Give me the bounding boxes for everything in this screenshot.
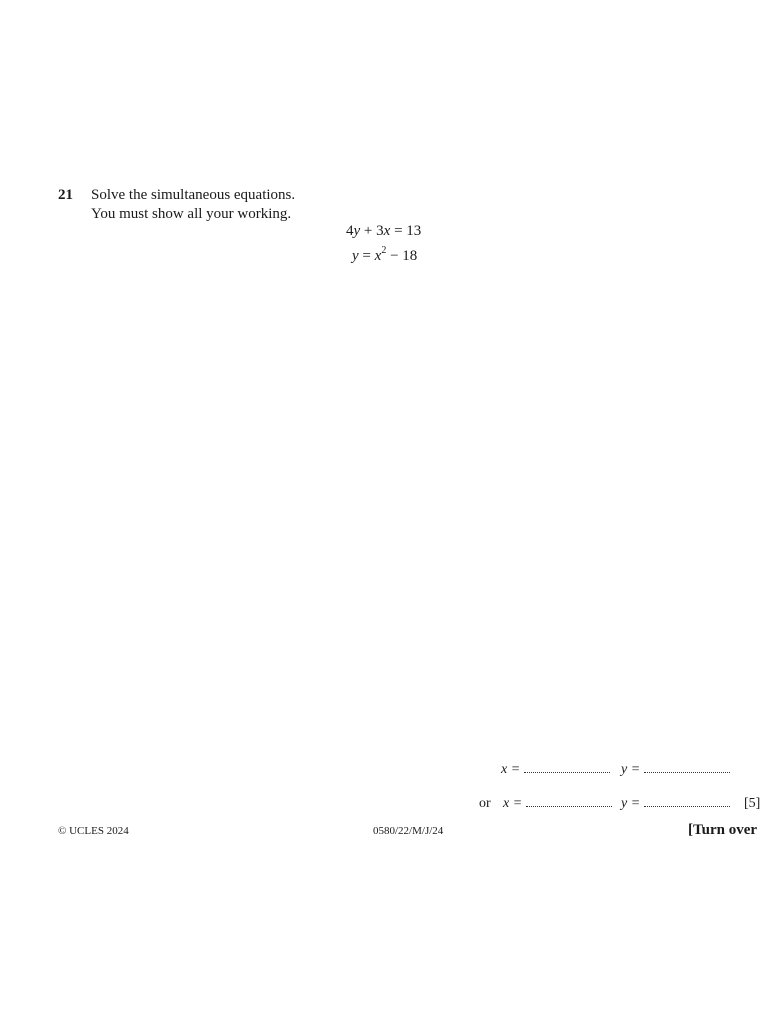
marks-label: [5] bbox=[744, 796, 761, 811]
or-label: or bbox=[479, 796, 491, 811]
x-label: x = bbox=[503, 796, 523, 811]
equation-1: 4y + 3x = 13 bbox=[346, 223, 422, 239]
equation-2: $y = x^2 - 18$ bbox=[352, 245, 418, 264]
answer-x-field-2[interactable] bbox=[503, 796, 612, 812]
answer-y-field-1[interactable] bbox=[621, 762, 730, 778]
question-instruction-1: Solve the simultaneous equations. bbox=[91, 187, 296, 203]
paper-code: 0580/22/M/J/24 bbox=[373, 825, 444, 837]
copyright-text: © UCLES 2024 bbox=[58, 825, 129, 837]
turn-over-text: [Turn over bbox=[688, 822, 758, 838]
y-label: y = bbox=[621, 762, 641, 777]
answer-y-field-2[interactable] bbox=[621, 796, 730, 812]
answer-dots bbox=[526, 796, 612, 807]
answer-x-field-1[interactable] bbox=[501, 762, 610, 778]
answer-dots bbox=[524, 762, 610, 773]
x-label: x = bbox=[501, 762, 521, 777]
answer-dots bbox=[644, 762, 730, 773]
question-number: 21 bbox=[58, 187, 73, 203]
y-label: y = bbox=[621, 796, 641, 811]
question-instruction-2: You must show all your working. bbox=[91, 206, 292, 222]
answer-dots bbox=[644, 796, 730, 807]
